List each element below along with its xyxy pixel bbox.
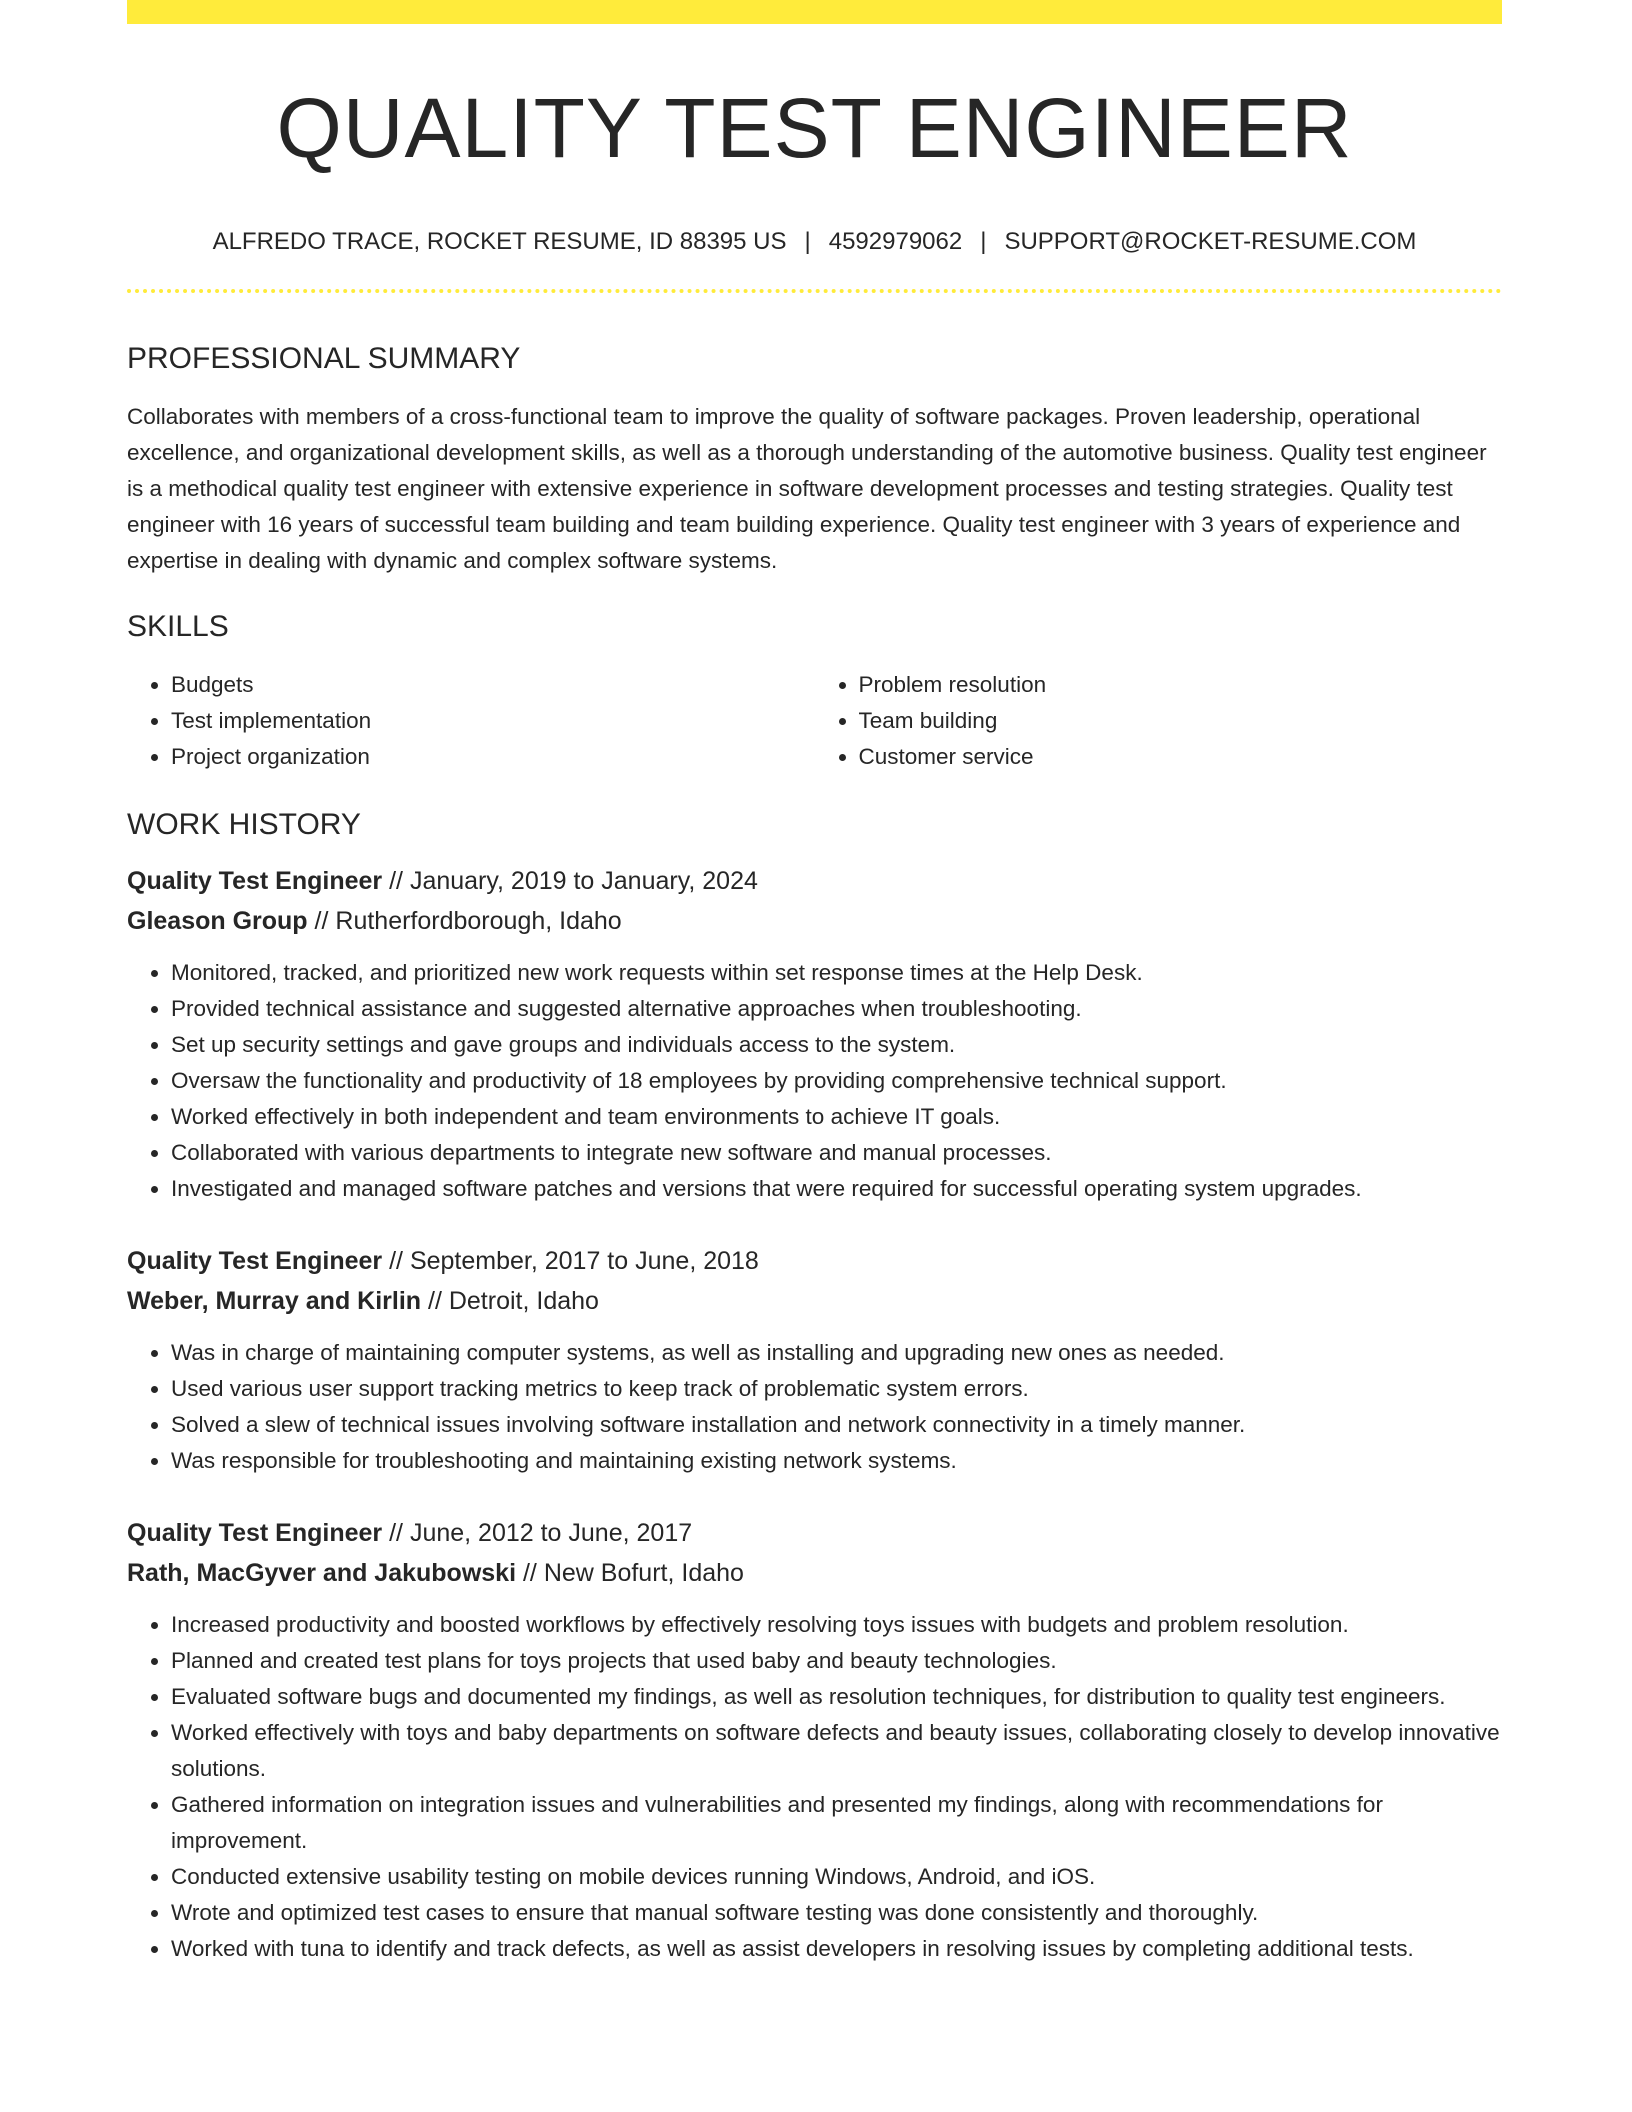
job-bullet: • Was in charge of maintaining computer systems, as well as installing and upgrading new ones as needed.	[171, 1335, 1502, 1371]
job-bullet: • Worked with tuna to identify and track defects, as well as assist developers in resolving issues by completing additional tests.	[171, 1931, 1502, 1967]
skill-item: • Team building	[859, 703, 1503, 739]
job-bullet: • Wrote and optimized test cases to ensure that manual software testing was done consistently and thoroughly.	[171, 1895, 1502, 1931]
job-bullet: • Provided technical assistance and suggested alternative approaches when troubleshooting.	[171, 991, 1502, 1027]
job-bullets	[127, 1335, 1502, 1479]
job-bullet: • Planned and created test plans for toys projects that used baby and beauty technologies.	[171, 1643, 1502, 1679]
contact-separator: |	[804, 228, 811, 255]
skill-item: • Test implementation	[171, 703, 815, 739]
dotted-divider	[127, 289, 1502, 293]
job-role-line	[127, 861, 1502, 901]
job-company-line	[127, 1281, 1502, 1321]
contact-email[interactable]: SUPPORT@ROCKET-RESUME.COM	[1004, 228, 1417, 255]
job-location: // New Bofurt, Idaho	[522, 1558, 744, 1587]
job-bullet: • Was responsible for troubleshooting and maintaining existing network systems.	[171, 1443, 1502, 1479]
job-bullet: • Gathered information on integration issues and vulnerabilities and presented my findings, along with recommendations for improvement.	[171, 1787, 1502, 1859]
summary-paragraph: Collaborates with members of a cross-functional team to improve the quality of software packages. Proven leadership, operational excellence, and organizational development skills, as well as a thorough understanding of the automotive business. Quality test engineer is a methodical quality test engineer with extensive experience in software development processes and testing strategies. Quality test engineer with 16 years of successful team building and team building experience. Quality test engineer with 3 years of experience and expertise in dealing with dynamic and complex software systems.	[127, 403, 1487, 573]
job-bullet: • Increased productivity and boosted workflows by effectively resolving toys issues with budgets and problem resolution.	[171, 1607, 1502, 1643]
job-bullet: • Conducted extensive usability testing on mobile devices running Windows, Android, and iOS.	[171, 1859, 1502, 1895]
section-title-work-history: WORK HISTORY	[127, 807, 361, 841]
contact-address: ALFREDO TRACE, ROCKET RESUME, ID 88395 US	[212, 228, 787, 255]
job-entry	[127, 861, 1502, 1207]
contact-line	[127, 228, 1502, 257]
skill-item: • Customer service	[859, 739, 1503, 775]
resume-title: QUALITY TEST ENGINEER	[276, 81, 1353, 175]
job-role-line	[127, 1241, 1502, 1281]
skills-list	[127, 667, 1502, 775]
resume-page	[127, 0, 1502, 1967]
job-location: // Rutherfordborough, Idaho	[314, 906, 622, 935]
job-bullets	[127, 955, 1502, 1207]
job-role-line	[127, 1513, 1502, 1553]
job-role: Quality Test Engineer	[127, 1518, 383, 1547]
contact-separator: |	[980, 228, 987, 255]
job-bullet: • Evaluated software bugs and documented my findings, as well as resolution techniques, for distribution to quality test engineers.	[171, 1679, 1502, 1715]
job-entry	[127, 1513, 1502, 1967]
job-company: Weber, Murray and Kirlin	[127, 1286, 422, 1315]
skill-item: • Project organization	[171, 739, 815, 775]
job-location: // Detroit, Idaho	[428, 1286, 599, 1315]
job-bullets	[127, 1607, 1502, 1967]
job-bullet: • Monitored, tracked, and prioritized new work requests within set response times at the Help Desk.	[171, 955, 1502, 991]
job-entry	[127, 1241, 1502, 1479]
job-bullet: • Collaborated with various departments to integrate new software and manual processes.	[171, 1135, 1502, 1171]
job-company-line	[127, 901, 1502, 941]
job-bullet: • Used various user support tracking metrics to keep track of problematic system errors.	[171, 1371, 1502, 1407]
skill-item: • Budgets	[171, 667, 815, 703]
section-title-skills: SKILLS	[127, 609, 229, 643]
job-bullet: • Worked effectively with toys and baby departments on software defects and beauty issues, collaborating closely to develop innovative solutions.	[171, 1715, 1502, 1787]
skills-column-left	[127, 667, 815, 775]
skill-item: • Problem resolution	[859, 667, 1503, 703]
accent-top-bar	[127, 0, 1502, 24]
skills-column-right	[815, 667, 1503, 775]
job-role: Quality Test Engineer	[127, 1246, 383, 1275]
job-company: Gleason Group	[127, 906, 308, 935]
contact-phone[interactable]: 4592979062	[828, 228, 963, 255]
job-bullet: • Set up security settings and gave groups and individuals access to the system.	[171, 1027, 1502, 1063]
job-company: Rath, MacGyver and Jakubowski	[127, 1558, 517, 1587]
job-company-line	[127, 1553, 1502, 1593]
job-role: Quality Test Engineer	[127, 866, 383, 895]
job-dates: // January, 2019 to January, 2024	[389, 866, 758, 895]
job-bullet: • Solved a slew of technical issues involving software installation and network connectivity in a timely manner.	[171, 1407, 1502, 1443]
job-bullet: • Worked effectively in both independent and team environments to achieve IT goals.	[171, 1099, 1502, 1135]
section-title-summary: PROFESSIONAL SUMMARY	[127, 341, 521, 375]
job-dates: // June, 2012 to June, 2017	[389, 1518, 693, 1547]
job-bullet: • Oversaw the functionality and productivity of 18 employees by providing comprehensive technical support.	[171, 1063, 1502, 1099]
job-dates: // September, 2017 to June, 2018	[389, 1246, 759, 1275]
job-bullet: • Investigated and managed software patches and versions that were required for successful operating system upgrades.	[171, 1171, 1502, 1207]
